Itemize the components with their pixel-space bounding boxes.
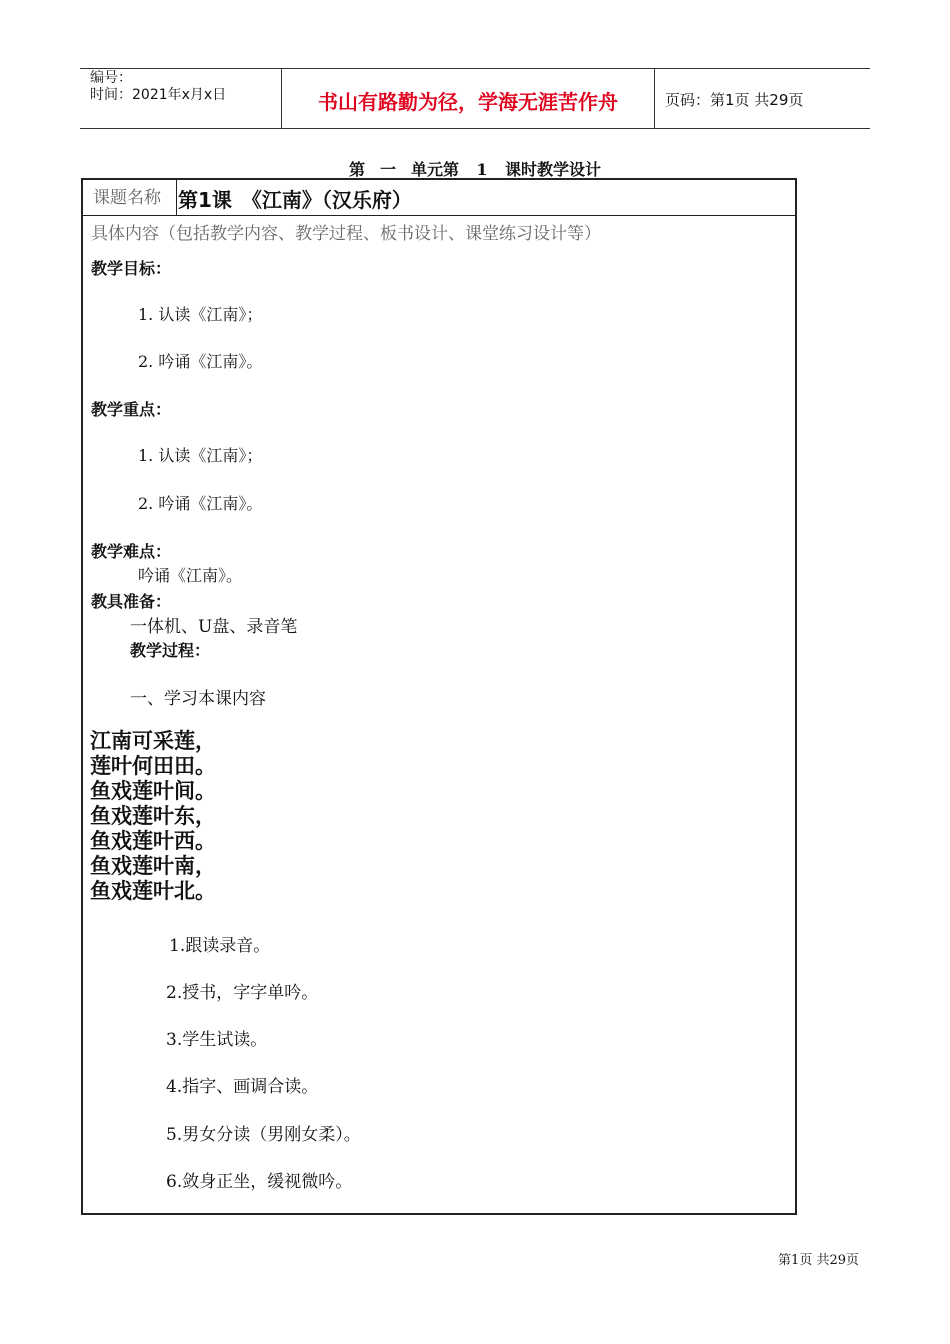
key-points-heading: 教学重点：	[91, 400, 172, 419]
poem-jiangnan	[90, 729, 216, 904]
header-divider	[281, 68, 282, 128]
header-bottom-rule	[80, 128, 870, 129]
objectives-heading: 教学目标：	[91, 259, 172, 278]
poem-line: 鱼戏莲叶西。	[90, 829, 216, 853]
tools-heading: 教具准备：	[91, 592, 172, 611]
poem-line: 鱼戏莲叶北。	[90, 879, 216, 903]
objective-item: 2. 吟诵《江南》。	[138, 352, 263, 371]
table-row-divider	[81, 215, 795, 216]
title-middle: 单元第	[410, 160, 459, 179]
step-item: 4.指字、画调合读。	[166, 1077, 319, 1097]
key-point-item: 2. 吟诵《江南》。	[138, 494, 263, 513]
title-suffix: 课时教学设计	[505, 160, 602, 179]
time-label: 时间：2021年x月x日	[90, 87, 227, 103]
number-label: 编号：	[90, 70, 132, 86]
step-item: 5.男女分读（男刚女柔）。	[166, 1125, 361, 1145]
document-title	[0, 157, 950, 180]
unit-number: 一	[365, 161, 411, 179]
tools-text: 一体机、U盘、录音笔	[130, 617, 298, 637]
header-page-info: 页码：第1页 共29页	[665, 91, 804, 109]
content-hint: 具体内容（包括教学内容、教学过程、板书设计、课堂练习设计等）	[91, 224, 601, 244]
lesson-title: 第1课 《江南》（汉乐府）	[178, 188, 412, 212]
poem-line: 江南可采莲，	[90, 729, 216, 753]
poem-line: 鱼戏莲叶南，	[90, 854, 216, 878]
step-item: 3.学生试读。	[166, 1030, 268, 1050]
title-prefix: 第	[348, 160, 365, 179]
objective-item: 1. 认读《江南》；	[138, 305, 263, 324]
process-section-1: 一、学习本课内容	[130, 689, 266, 709]
step-item: 2.授书，字字单吟。	[166, 983, 319, 1003]
poem-line: 鱼戏莲叶间。	[90, 779, 216, 803]
header-meta	[90, 70, 226, 104]
topic-label: 课题名称	[93, 188, 161, 208]
poem-line: 莲叶何田田。	[90, 754, 216, 778]
step-item: 6.敛身正坐，缓视微吟。	[166, 1172, 353, 1192]
table-column-divider	[176, 180, 177, 215]
step-item: 1.跟读录音。	[169, 936, 271, 956]
process-heading: 教学过程：	[130, 641, 211, 660]
difficulty-text: 吟诵《江南》。	[138, 566, 243, 585]
poem-line: 鱼戏莲叶东，	[90, 804, 216, 828]
header-divider	[654, 68, 655, 128]
lesson-number: 1	[459, 161, 505, 179]
header-motto: 书山有路勤为径，学海无涯苦作舟	[318, 90, 618, 114]
key-point-item: 1. 认读《江南》；	[138, 446, 263, 465]
header-top-rule	[80, 68, 870, 69]
difficulty-heading: 教学难点：	[91, 542, 172, 561]
footer-page-number: 第1页 共29页	[778, 1253, 859, 1268]
